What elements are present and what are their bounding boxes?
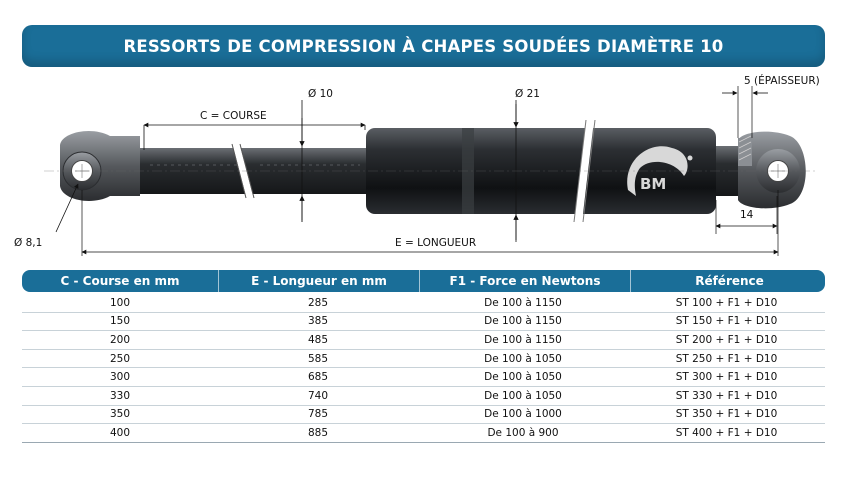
- cell-longueur: 885: [307, 426, 329, 439]
- cell-course: 100: [109, 296, 131, 309]
- spec-table-body: [22, 294, 825, 443]
- end-dimension-label: 14: [740, 209, 754, 221]
- cell-reference: ST 300 + F1 + D10: [675, 371, 778, 384]
- cell-course: 200: [109, 333, 131, 346]
- cell-reference: ST 200 + F1 + D10: [675, 333, 778, 346]
- cell-longueur: 685: [307, 371, 329, 384]
- cell-force: De 100 à 1050: [484, 389, 562, 402]
- header-reference: Référence: [630, 270, 828, 292]
- cell-longueur: 585: [307, 352, 329, 365]
- header-course: C - Course en mm: [60, 274, 180, 288]
- cell-longueur: 385: [307, 315, 329, 328]
- cell-force: De 100 à 1150: [484, 315, 562, 328]
- table-row: [22, 406, 825, 425]
- cell-reference: ST 400 + F1 + D10: [675, 426, 778, 439]
- table-header: [22, 270, 825, 292]
- cell-force: De 100 à 1150: [484, 333, 562, 346]
- header-force: F1 - Force en Newtons: [419, 270, 630, 292]
- cell-longueur: 485: [307, 333, 329, 346]
- cell-force: De 100 à 900: [487, 426, 559, 439]
- table-row: [22, 424, 825, 443]
- cell-reference: ST 100 + F1 + D10: [675, 296, 778, 309]
- table-row: [22, 294, 825, 313]
- cell-course: 400: [109, 426, 131, 439]
- eye-diameter-label: Ø 8,1: [14, 237, 43, 249]
- cell-longueur: 285: [307, 296, 329, 309]
- table-row: [22, 387, 825, 406]
- cell-reference: ST 150 + F1 + D10: [675, 315, 778, 328]
- body-diameter-label: Ø 21: [515, 88, 540, 100]
- page-title: RESSORTS DE COMPRESSION À CHAPES SOUDÉES DIAMÈTRE 10: [123, 36, 724, 56]
- cell-force: De 100 à 1050: [484, 352, 562, 365]
- stroke-label: C = COURSE: [200, 110, 267, 122]
- cell-longueur: 785: [307, 408, 329, 421]
- right-eye: [716, 132, 806, 209]
- cell-course: 150: [109, 315, 131, 328]
- cell-force: De 100 à 1050: [484, 371, 562, 384]
- cell-force: De 100 à 1150: [484, 296, 562, 309]
- header-longueur: E - Longueur en mm: [218, 270, 419, 292]
- cell-course: 300: [109, 371, 131, 384]
- cell-reference: ST 350 + F1 + D10: [675, 408, 778, 421]
- table-row: [22, 350, 825, 369]
- table-row: [22, 368, 825, 387]
- rod-diameter-label: Ø 10: [308, 88, 333, 100]
- cell-longueur: 740: [307, 389, 329, 402]
- table-row: [22, 331, 825, 350]
- cell-force: De 100 à 1000: [484, 408, 562, 421]
- cell-reference: ST 250 + F1 + D10: [675, 352, 778, 365]
- left-eye: [60, 131, 140, 201]
- length-label: E = LONGUEUR: [395, 237, 477, 249]
- gas-spring-diagram: [0, 72, 853, 262]
- table-row: [22, 313, 825, 332]
- cell-course: 330: [109, 389, 131, 402]
- cell-reference: ST 330 + F1 + D10: [675, 389, 778, 402]
- title-banner: [22, 25, 825, 67]
- thickness-label: 5 (ÉPAISSEUR): [744, 75, 820, 87]
- cell-course: 250: [109, 352, 131, 365]
- cell-course: 350: [109, 408, 131, 421]
- logo-text: BM: [640, 175, 667, 193]
